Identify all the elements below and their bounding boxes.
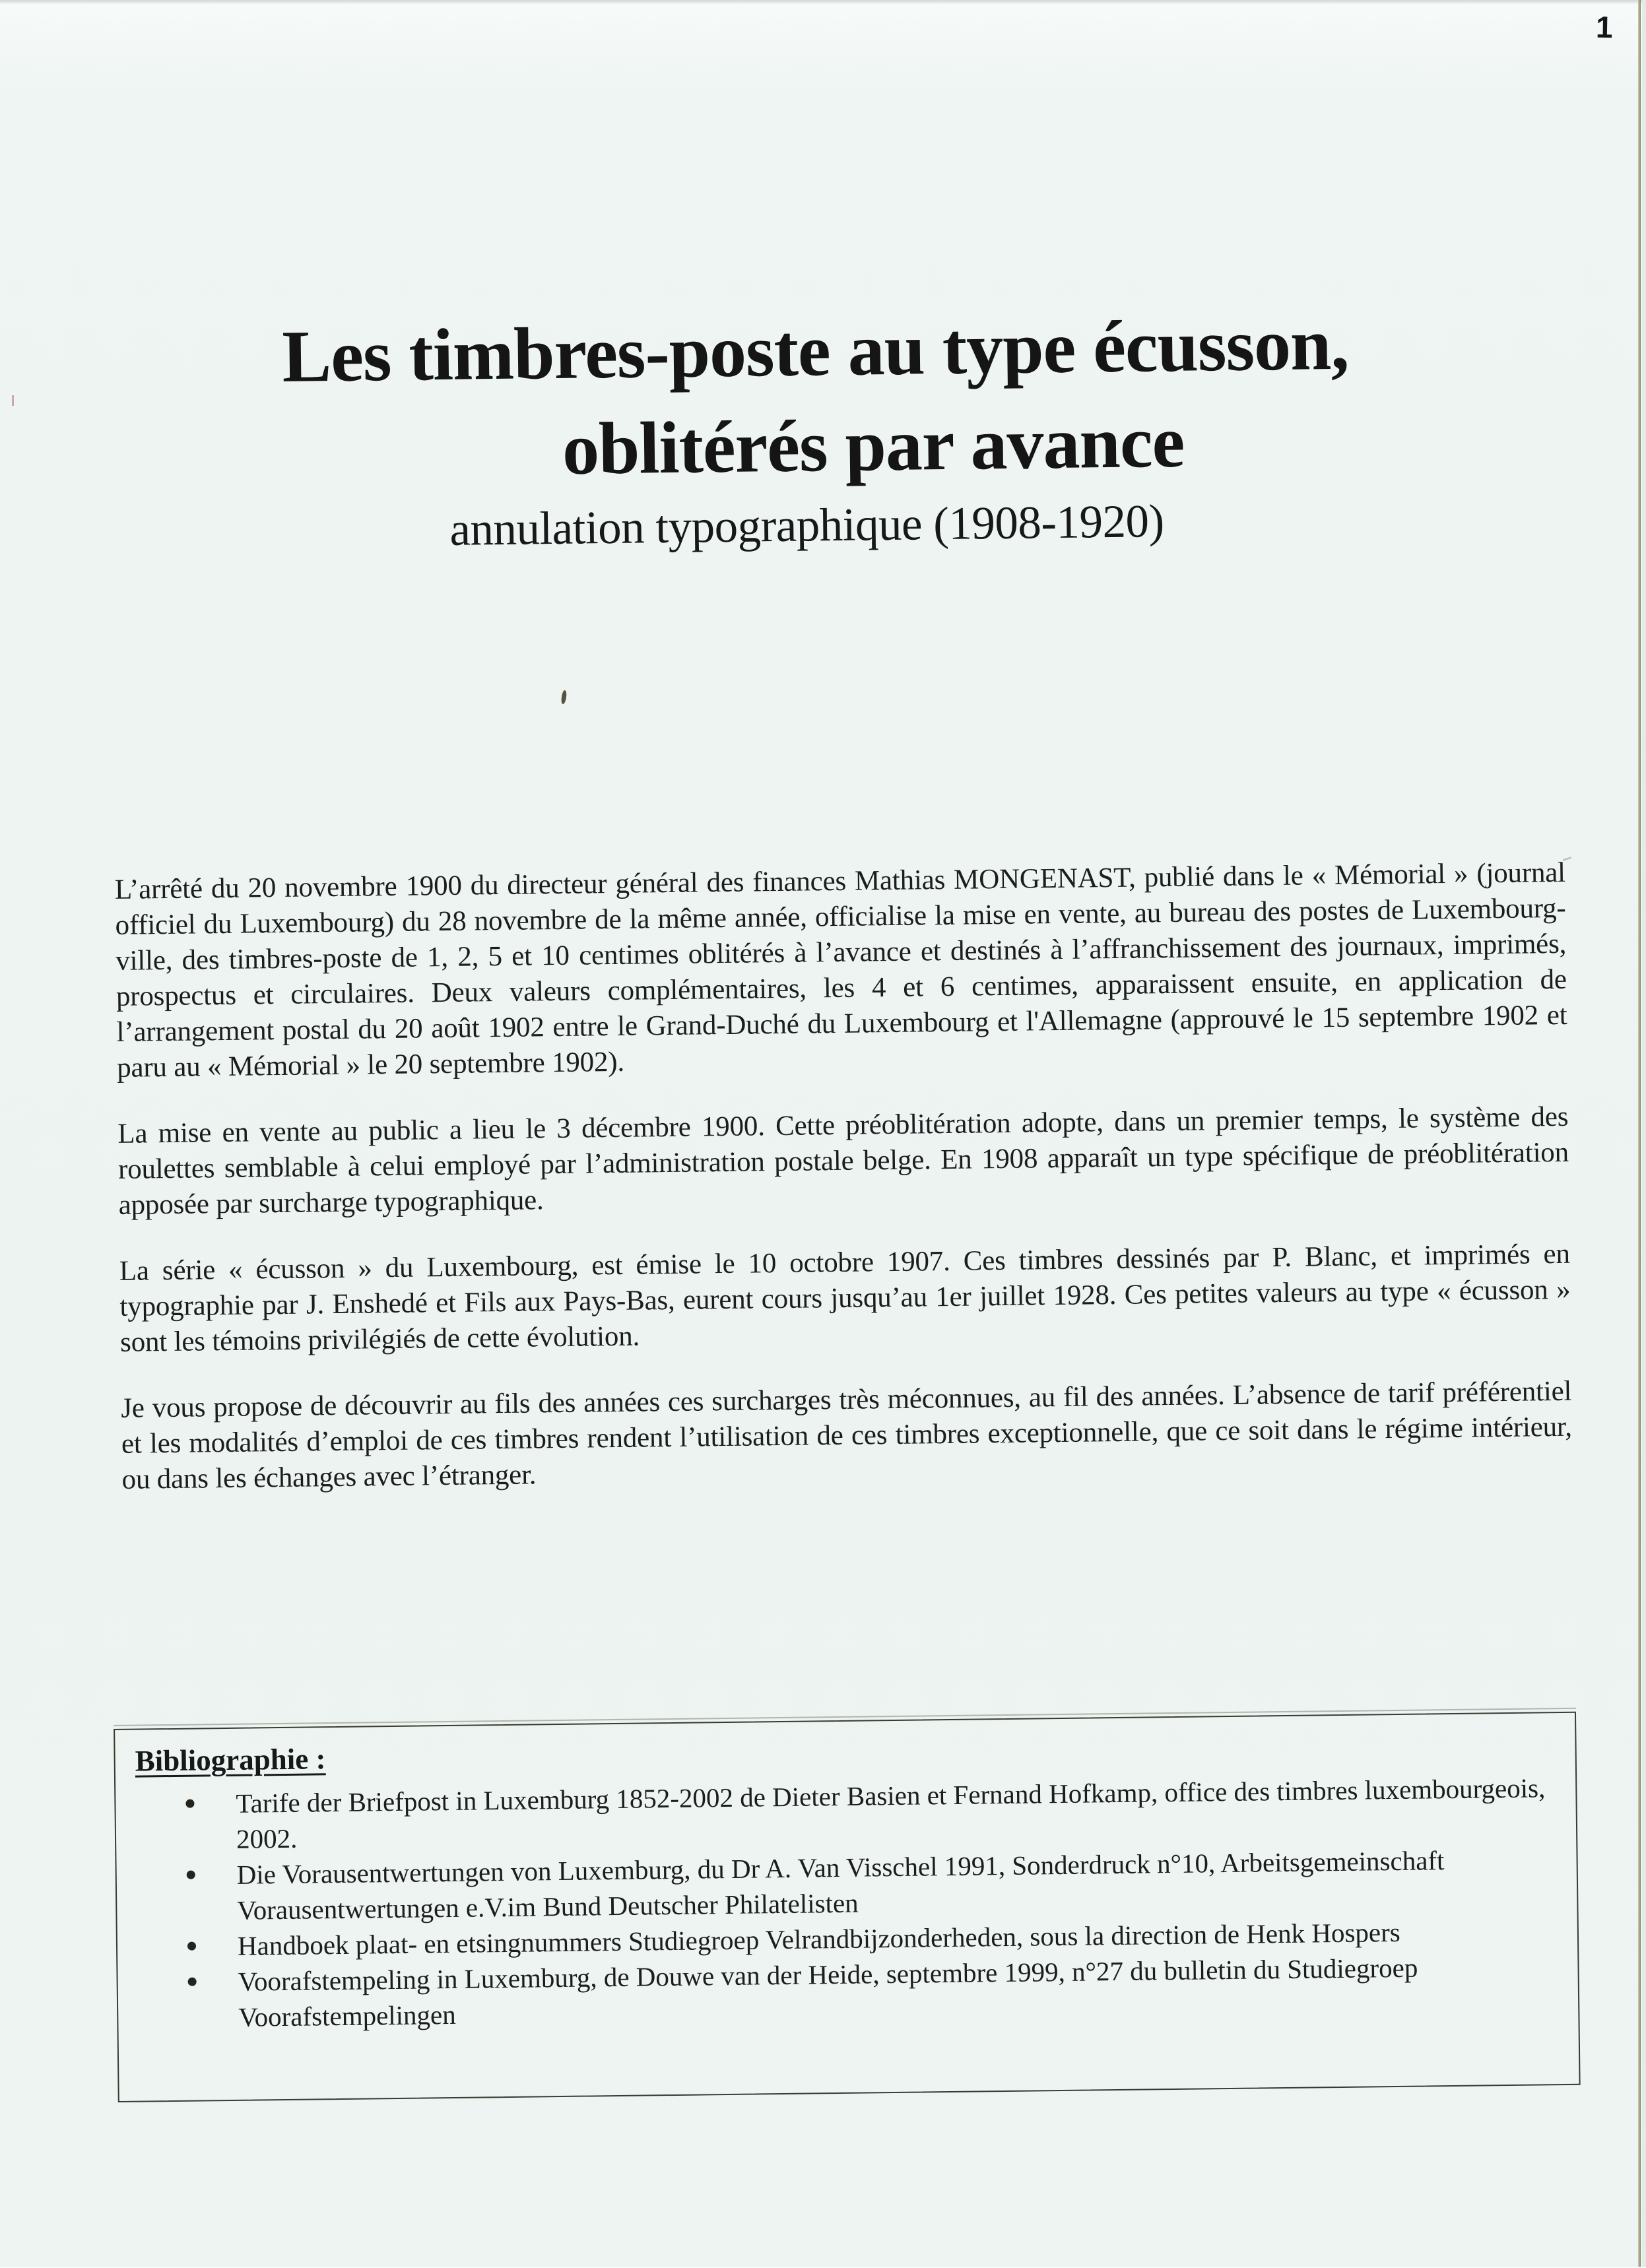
paragraph-4: Je vous propose de découvrir au fils des années ces surcharges très méconnues, au fil des années. L’absence de tarif préférentiel et les modalités d’emploi de ces timbres rendent l’utilisation de ces timbres exceptionnelle, que ce soit dans le régime intérieur, ou dans les échanges avec l’étranger. [121,1375,1573,1495]
bibliography-list [135,1770,1548,2036]
bibliography-item: Die Vorausentwertungen von Luxemburg, du Dr A. Van Visschel 1991, Sonderdruck n°10, Arbeitsgemeinschaft Vorausentwertungen e.V.im Bund Deutscher Philatelisten [136,1841,1546,1929]
paragraph-2: La mise en vente au public a lieu le 3 décembre 1900. Cette préoblitération adopte, dans un premier temps, le système des roulettes semblable à celui employé par l’administration postale belge. En 1908 apparaît un type spécifique de préoblitération apposée par surcharge typographique. [117,1101,1569,1221]
document-title-line2: oblitérés par avance [562,401,1185,490]
document-title-line1: Les timbres-poste au type écusson, [281,303,1350,398]
paragraph-3: La série « écusson » du Luxembourg, est émise le 10 octobre 1907. Ces timbres dessinés par P. Blanc, et imprimés en typographie par J. Enshedé et Fils aux Pays-Bas, eurent cours jusqu’au 1er juillet 1928. Ces petites valeurs au type « écusson » sont les témoins privilégiés de cette évolution. [119,1238,1571,1358]
bibliography-item: Handboek plaat- en etsingnummers Studiegroep Velrandbijzonderheden, sous la direction de Henk Hospers [137,1912,1547,1964]
bibliography-heading: Bibliographie : [135,1742,326,1778]
bibliography-item: Tarife der Briefpost in Luxemburg 1852-2002 de Dieter Basien et Fernand Hofkamp, office des timbres luxembourgeois, 2002. [135,1770,1546,1858]
bibliography-item: Voorafstempeling in Luxemburg, de Douwe van der Heide, septembre 1999, n°27 du bulletin du Studiegroep Voorafstempelingen [137,1948,1548,2036]
paragraph-1: L’arrêté du 20 novembre 1900 du directeur général des finances Mathias MONGENAST, publié dans le « Mémorial » (journal officiel du Luxembourg) du 28 novembre de la même année, officialise la mise en vente, au bureau des postes de Luxembourg-ville, des timbres-poste de 1, 2, 5 et 10 centimes oblitérés à l’avance et destinés à l’affranchissement des journaux, imprimés, prospectus et circulaires. Deux valeurs complémentaires, les 4 et 6 centimes, apparaissent ensuite, en application de l’arrangement postal du 20 août 1902 entre le Grand-Duché du Luxembourg et l'Allemagne (approuvé le 15 septembre 1902 et paru au « Mémorial » le 20 septembre 1902). [114,857,1567,1084]
document-title [108,294,1561,503]
body-text [115,855,1573,1528]
document-subtitle-text: annulation typographique (1908-1920) [449,496,1165,556]
bibliography-box [114,1712,1581,2102]
page-number: 1 [1595,9,1614,45]
